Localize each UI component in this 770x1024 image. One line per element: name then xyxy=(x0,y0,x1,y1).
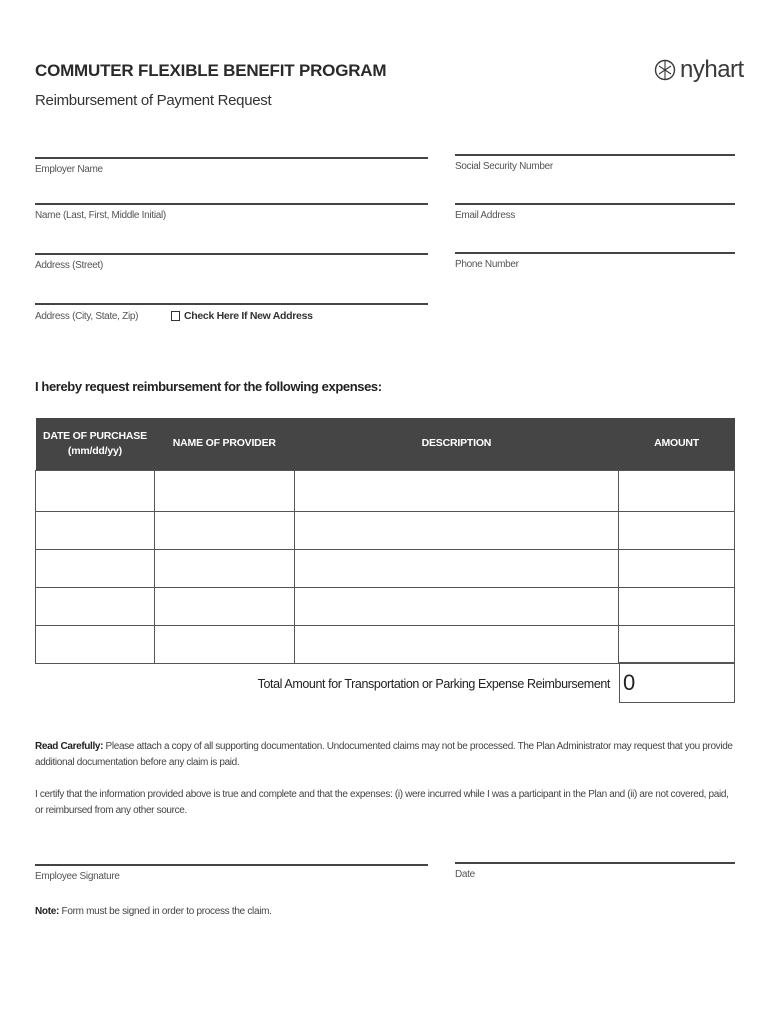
note-text: Form must be signed in order to process the claim. xyxy=(61,906,272,917)
name-label: Name (Last, First, Middle Initial) xyxy=(35,210,166,221)
note-lead: Note: xyxy=(35,906,60,917)
employee-signature-field[interactable] xyxy=(35,864,428,866)
signature-note xyxy=(35,906,272,917)
request-heading: I hereby request reimbursement for the following expenses: xyxy=(35,379,382,394)
date-cell[interactable] xyxy=(36,549,155,587)
name-field[interactable] xyxy=(35,203,428,205)
ssn-field[interactable] xyxy=(455,154,735,156)
description-column-header: DESCRIPTION xyxy=(294,418,618,470)
description-cell[interactable] xyxy=(294,587,618,625)
company-logo xyxy=(654,58,744,82)
form-title: COMMUTER FLEXIBLE BENEFIT PROGRAM xyxy=(35,61,387,80)
table-row xyxy=(36,511,735,549)
read-carefully-paragraph xyxy=(35,739,735,771)
description-cell[interactable] xyxy=(294,625,618,663)
new-address-checkbox-label: Check Here If New Address xyxy=(184,310,313,322)
read-carefully-lead: Read Carefully: xyxy=(35,741,104,752)
date-cell[interactable] xyxy=(36,625,155,663)
date-column-header xyxy=(36,418,155,470)
address-street-field[interactable] xyxy=(35,253,428,255)
form-subtitle: Reimbursement of Payment Request xyxy=(35,92,272,109)
provider-cell[interactable] xyxy=(154,587,294,625)
provider-cell[interactable] xyxy=(154,625,294,663)
table-row xyxy=(36,549,735,587)
phone-field[interactable] xyxy=(455,252,735,254)
description-cell[interactable] xyxy=(294,470,618,511)
logo-text: nyhart xyxy=(680,56,744,83)
date-cell[interactable] xyxy=(36,587,155,625)
date-header-line2: (mm/dd/yy) xyxy=(67,444,122,457)
amount-cell[interactable] xyxy=(619,470,735,511)
address-city-field[interactable] xyxy=(35,303,428,305)
nyhart-logo-icon xyxy=(654,59,676,81)
certification-paragraph: I certify that the information provided above is true and complete and that the expenses: (i) were incurred while I was a participant in the Plan and (ii) are not covered, paid, or reimbursed from any other source. xyxy=(35,789,729,816)
address-street-label: Address (Street) xyxy=(35,260,104,271)
employer-name-label: Employer Name xyxy=(35,164,103,175)
amount-cell[interactable] xyxy=(619,549,735,587)
read-carefully-text: Please attach a copy of all supporting documentation. Undocumented claims may not be processed. The Plan Administrator may request that you provide additional documentation before any claim is paid. xyxy=(35,741,733,768)
table-row xyxy=(36,470,735,511)
date-cell[interactable] xyxy=(36,470,155,511)
table-row xyxy=(36,625,735,663)
provider-column-header: NAME OF PROVIDER xyxy=(154,418,294,470)
phone-label: Phone Number xyxy=(455,259,519,270)
description-cell[interactable] xyxy=(294,549,618,587)
provider-cell[interactable] xyxy=(154,511,294,549)
table-row xyxy=(36,587,735,625)
expenses-header-row xyxy=(36,418,735,470)
new-address-checkbox[interactable] xyxy=(171,311,180,321)
employer-name-field[interactable] xyxy=(35,157,428,159)
new-address-option[interactable] xyxy=(171,310,313,322)
address-city-label: Address (City, State, Zip) xyxy=(35,311,139,322)
expenses-table xyxy=(35,418,735,664)
amount-column-header: AMOUNT xyxy=(619,418,735,470)
description-cell[interactable] xyxy=(294,511,618,549)
email-field[interactable] xyxy=(455,203,735,205)
date-cell[interactable] xyxy=(36,511,155,549)
amount-cell[interactable] xyxy=(619,511,735,549)
total-amount-field[interactable] xyxy=(619,662,735,703)
amount-cell[interactable] xyxy=(619,587,735,625)
ssn-label: Social Security Number xyxy=(455,161,553,172)
email-label: Email Address xyxy=(455,210,516,221)
employee-signature-label: Employee Signature xyxy=(35,871,120,882)
provider-cell[interactable] xyxy=(154,470,294,511)
total-amount-value: 0 xyxy=(623,670,636,695)
provider-cell[interactable] xyxy=(154,549,294,587)
date-label: Date xyxy=(455,869,475,880)
date-field[interactable] xyxy=(455,862,735,864)
amount-cell[interactable] xyxy=(619,625,735,663)
total-label: Total Amount for Transportation or Parking Expense Reimbursement xyxy=(257,677,610,691)
date-header-line1: DATE OF PURCHASE xyxy=(42,429,147,442)
